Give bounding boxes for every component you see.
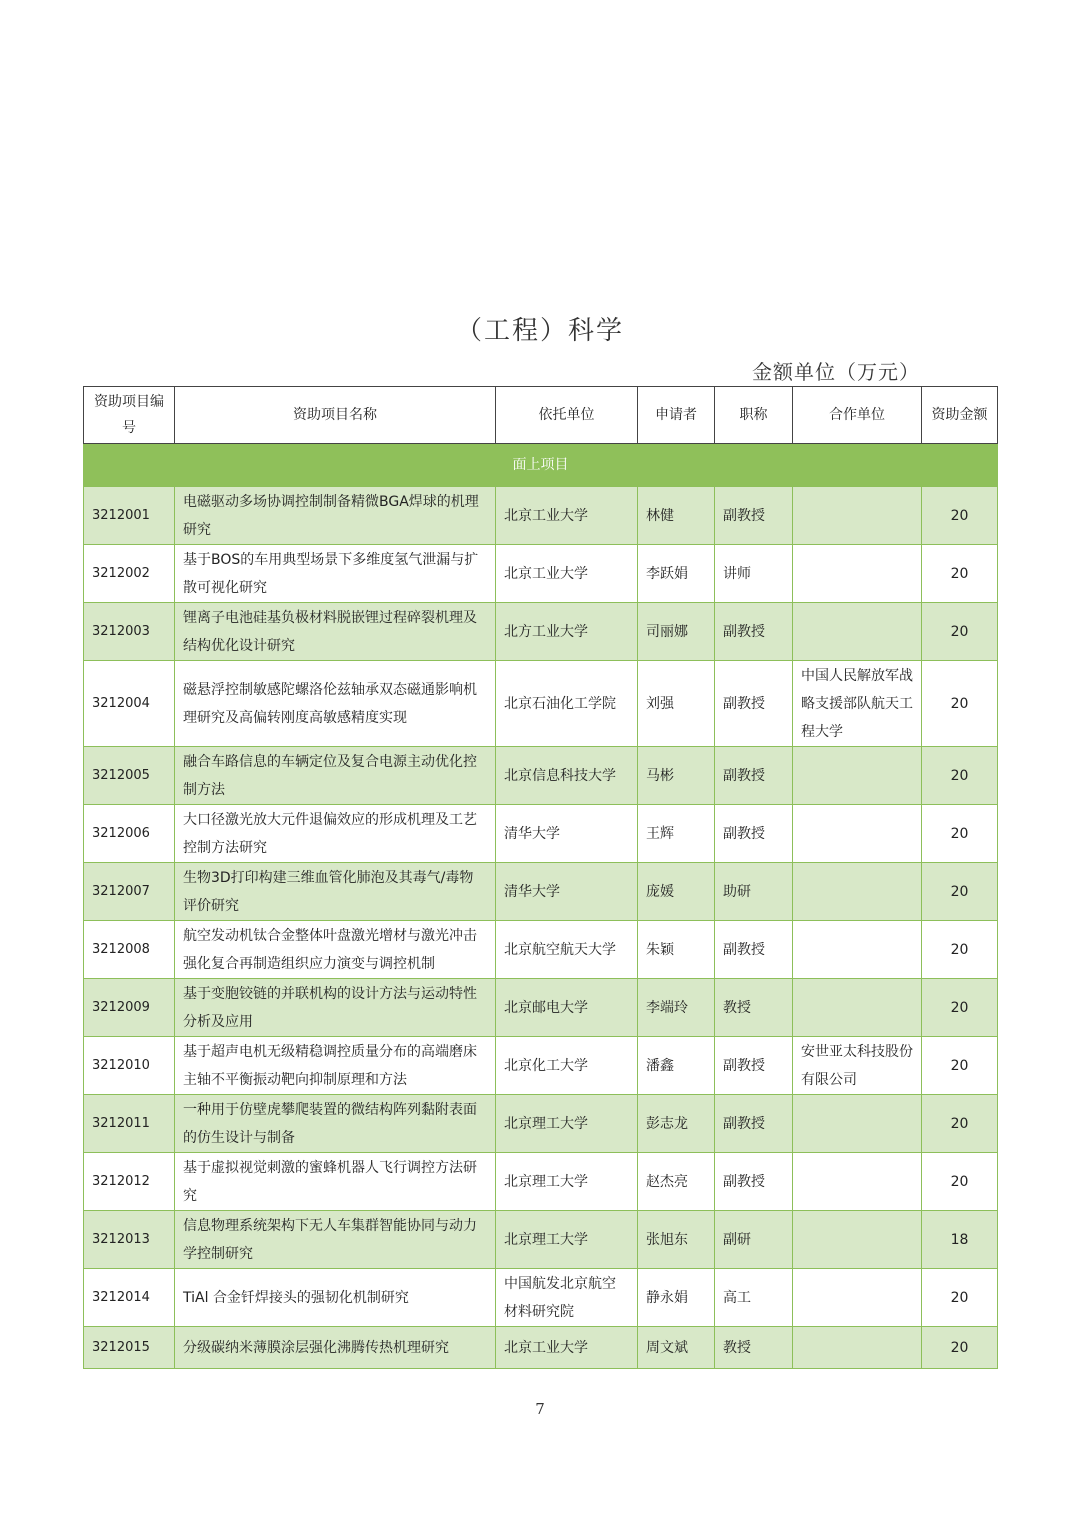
cell-title: 副教授 — [715, 603, 793, 661]
column-header-partner: 合作单位 — [793, 387, 922, 444]
cell-org: 中国航发北京航空材料研究院 — [496, 1269, 638, 1327]
cell-project-name: 信息物理系统架构下无人车集群智能协同与动力学控制研究 — [175, 1211, 496, 1269]
cell-applicant: 庞媛 — [638, 863, 715, 921]
cell-project-name: 基于虚拟视觉刺激的蜜蜂机器人飞行调控方法研究 — [175, 1153, 496, 1211]
cell-project-id: 3212013 — [84, 1211, 175, 1269]
cell-org: 北京邮电大学 — [496, 979, 638, 1037]
cell-project-name: 基于超声电机无级精稳调控质量分布的高端磨床主轴不平衡振动靶向抑制原理和方法 — [175, 1037, 496, 1095]
page-number: 7 — [535, 1400, 545, 1418]
table-row — [84, 1037, 998, 1095]
cell-title: 教授 — [715, 1327, 793, 1369]
cell-project-name: 航空发动机钛合金整体叶盘激光增材与激光冲击强化复合再制造组织应力演变与调控机制 — [175, 921, 496, 979]
cell-applicant: 司丽娜 — [638, 603, 715, 661]
cell-amount: 20 — [922, 1153, 998, 1211]
cell-applicant: 周文斌 — [638, 1327, 715, 1369]
cell-partner: 安世亚太科技股份有限公司 — [793, 1037, 922, 1095]
section-row — [84, 444, 998, 487]
cell-project-id: 3212011 — [84, 1095, 175, 1153]
cell-org: 北方工业大学 — [496, 603, 638, 661]
cell-project-id: 3212006 — [84, 805, 175, 863]
cell-org: 北京理工大学 — [496, 1211, 638, 1269]
section-label: 面上项目 — [84, 444, 998, 487]
cell-title: 副教授 — [715, 661, 793, 747]
cell-partner — [793, 1269, 922, 1327]
column-header-title: 职称 — [715, 387, 793, 444]
cell-applicant: 马彬 — [638, 747, 715, 805]
cell-project-id: 3212004 — [84, 661, 175, 747]
cell-title: 高工 — [715, 1269, 793, 1327]
cell-project-name: 磁悬浮控制敏感陀螺洛伦兹轴承双态磁通影响机理研究及高偏转刚度高敏感精度实现 — [175, 661, 496, 747]
cell-project-name: 一种用于仿壁虎攀爬装置的微结构阵列黏附表面的仿生设计与制备 — [175, 1095, 496, 1153]
column-header-id: 资助项目编号 — [84, 387, 175, 444]
cell-org: 北京工业大学 — [496, 1327, 638, 1369]
cell-project-id: 3212005 — [84, 747, 175, 805]
cell-project-name: 基于变胞铰链的并联机构的设计方法与运动特性分析及应用 — [175, 979, 496, 1037]
cell-applicant: 张旭东 — [638, 1211, 715, 1269]
cell-project-name: 生物3D打印构建三维血管化肺泡及其毒气/毒物评价研究 — [175, 863, 496, 921]
cell-title: 讲师 — [715, 545, 793, 603]
cell-title: 助研 — [715, 863, 793, 921]
cell-partner — [793, 603, 922, 661]
table-row — [84, 603, 998, 661]
column-header-org: 依托单位 — [496, 387, 638, 444]
cell-partner — [793, 921, 922, 979]
table-row — [84, 863, 998, 921]
cell-amount: 20 — [922, 979, 998, 1037]
table-row — [84, 1153, 998, 1211]
cell-org: 北京石油化工学院 — [496, 661, 638, 747]
cell-org: 清华大学 — [496, 863, 638, 921]
cell-amount: 20 — [922, 1037, 998, 1095]
cell-applicant: 王辉 — [638, 805, 715, 863]
cell-partner: 中国人民解放军战略支援部队航天工程大学 — [793, 661, 922, 747]
table-row — [84, 661, 998, 747]
cell-applicant: 刘强 — [638, 661, 715, 747]
table-row — [84, 747, 998, 805]
amount-unit-label: 金额单位（万元） — [752, 360, 920, 384]
table-header-row — [84, 387, 998, 444]
cell-partner — [793, 1211, 922, 1269]
cell-amount: 20 — [922, 1327, 998, 1369]
cell-amount: 20 — [922, 487, 998, 545]
cell-project-name: 锂离子电池硅基负极材料脱嵌锂过程碎裂机理及结构优化设计研究 — [175, 603, 496, 661]
page-title: （工程）科学 — [455, 316, 624, 346]
cell-applicant: 李跃娟 — [638, 545, 715, 603]
cell-org: 北京化工大学 — [496, 1037, 638, 1095]
table-row — [84, 1211, 998, 1269]
cell-org: 清华大学 — [496, 805, 638, 863]
cell-project-id: 3212002 — [84, 545, 175, 603]
column-header-amount: 资助金额 — [922, 387, 998, 444]
cell-project-id: 3212003 — [84, 603, 175, 661]
cell-title: 副教授 — [715, 1037, 793, 1095]
cell-applicant: 赵杰亮 — [638, 1153, 715, 1211]
table-row — [84, 487, 998, 545]
column-header-applicant: 申请者 — [638, 387, 715, 444]
cell-org: 北京理工大学 — [496, 1153, 638, 1211]
table-row — [84, 1269, 998, 1327]
table-row — [84, 805, 998, 863]
table-row — [84, 921, 998, 979]
cell-project-id: 3212001 — [84, 487, 175, 545]
cell-applicant: 潘鑫 — [638, 1037, 715, 1095]
cell-org: 北京工业大学 — [496, 487, 638, 545]
cell-project-name: 电磁驱动多场协调控制制备精微BGA焊球的机理研究 — [175, 487, 496, 545]
cell-project-id: 3212007 — [84, 863, 175, 921]
cell-org: 北京航空航天大学 — [496, 921, 638, 979]
table-row — [84, 979, 998, 1037]
cell-applicant: 林健 — [638, 487, 715, 545]
cell-title: 副教授 — [715, 805, 793, 863]
cell-project-id: 3212012 — [84, 1153, 175, 1211]
cell-org: 北京理工大学 — [496, 1095, 638, 1153]
cell-amount: 20 — [922, 747, 998, 805]
cell-project-id: 3212009 — [84, 979, 175, 1037]
cell-title: 副教授 — [715, 487, 793, 545]
cell-title: 教授 — [715, 979, 793, 1037]
table-row — [84, 545, 998, 603]
cell-applicant: 彭志龙 — [638, 1095, 715, 1153]
cell-title: 副研 — [715, 1211, 793, 1269]
cell-partner — [793, 863, 922, 921]
cell-amount: 20 — [922, 863, 998, 921]
cell-project-id: 3212010 — [84, 1037, 175, 1095]
cell-org: 北京工业大学 — [496, 545, 638, 603]
cell-project-name: 分级碳纳米薄膜涂层强化沸腾传热机理研究 — [175, 1327, 496, 1369]
cell-partner — [793, 1327, 922, 1369]
cell-amount: 20 — [922, 1269, 998, 1327]
cell-partner — [793, 1095, 922, 1153]
cell-applicant: 李端玲 — [638, 979, 715, 1037]
cell-partner — [793, 747, 922, 805]
cell-partner — [793, 545, 922, 603]
cell-amount: 20 — [922, 603, 998, 661]
cell-title: 副教授 — [715, 1153, 793, 1211]
cell-applicant: 朱颖 — [638, 921, 715, 979]
cell-project-id: 3212008 — [84, 921, 175, 979]
cell-title: 副教授 — [715, 1095, 793, 1153]
cell-amount: 20 — [922, 805, 998, 863]
cell-amount: 20 — [922, 545, 998, 603]
cell-title: 副教授 — [715, 747, 793, 805]
cell-amount: 20 — [922, 921, 998, 979]
column-header-name: 资助项目名称 — [175, 387, 496, 444]
cell-partner — [793, 487, 922, 545]
cell-title: 副教授 — [715, 921, 793, 979]
cell-partner — [793, 979, 922, 1037]
cell-partner — [793, 805, 922, 863]
cell-applicant: 静永娟 — [638, 1269, 715, 1327]
cell-project-id: 3212015 — [84, 1327, 175, 1369]
table-row — [84, 1327, 998, 1369]
table-row — [84, 1095, 998, 1153]
cell-org: 北京信息科技大学 — [496, 747, 638, 805]
cell-partner — [793, 1153, 922, 1211]
cell-project-name: 大口径激光放大元件退偏效应的形成机理及工艺控制方法研究 — [175, 805, 496, 863]
cell-project-name: TiAl 合金钎焊接头的强韧化机制研究 — [175, 1269, 496, 1327]
cell-project-name: 基于BOS的车用典型场景下多维度氢气泄漏与扩散可视化研究 — [175, 545, 496, 603]
cell-amount: 20 — [922, 661, 998, 747]
cell-amount: 20 — [922, 1095, 998, 1153]
cell-project-name: 融合车路信息的车辆定位及复合电源主动优化控制方法 — [175, 747, 496, 805]
cell-project-id: 3212014 — [84, 1269, 175, 1327]
cell-amount: 18 — [922, 1211, 998, 1269]
grants-table — [83, 386, 998, 1369]
